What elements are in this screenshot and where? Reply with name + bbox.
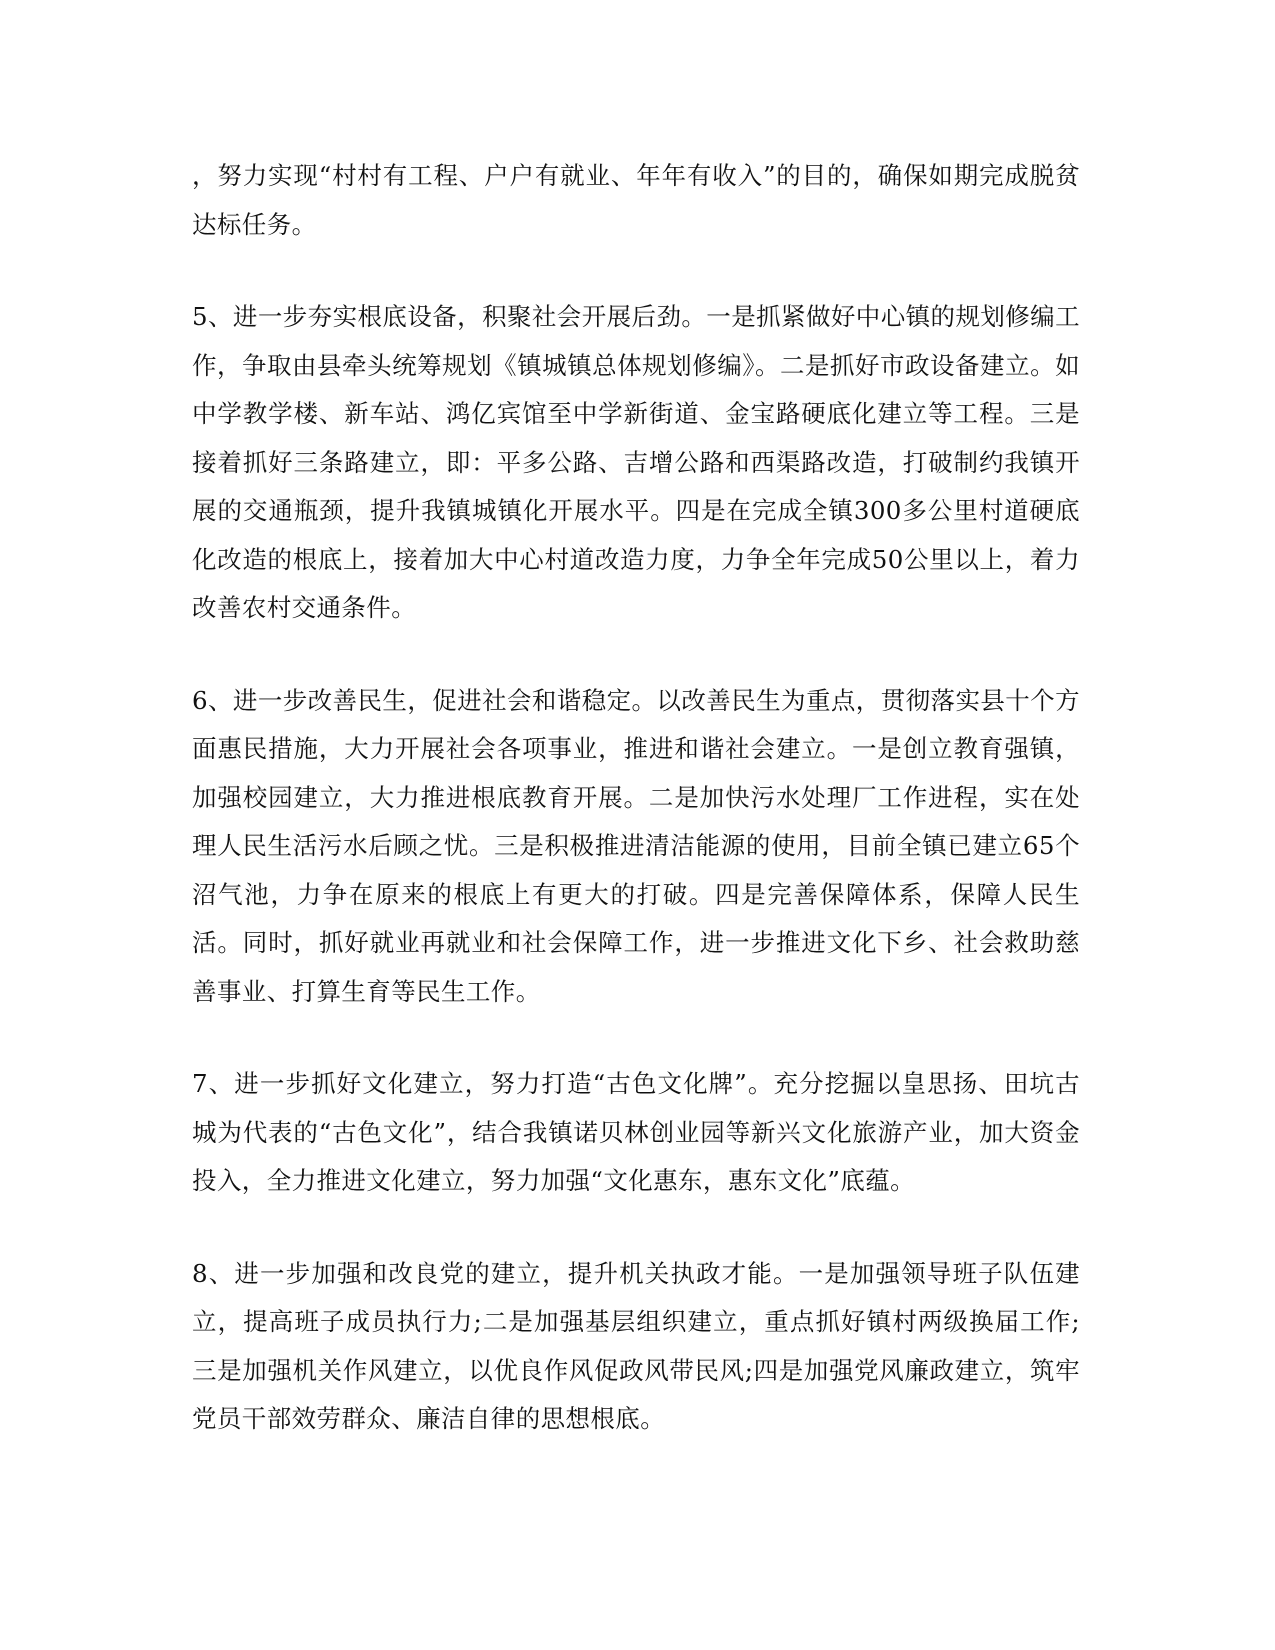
paragraph-item-8: 8、进一步加强和改良党的建立，提升机关执政才能。一是加强领导班子队伍建立，提高班子成员执行力;二是加强基层组织建立，重点抓好镇村两级换届工作;三是加强机关作风建立，以优良作风促政风带民风;四是加强党风廉政建立，筑牢党员干部效劳群众、廉洁自律的思想根底。 <box>192 1258 1080 1433</box>
paragraph-item-7: 7、进一步抓好文化建立，努力打造“古色文化牌”。充分挖掘以皇思扬、田坑古城为代表的“古色文化”，结合我镇诺贝林创业园等新兴文化旅游产业，加大资金投入，全力推进文化建立，努力加强“文化惠东，惠东文化”底蕴。 <box>192 1069 1080 1195</box>
paragraph-item-6: 6、进一步改善民生，促进社会和谐稳定。以改善民生为重点，贯彻落实县十个方面惠民措施，大力开展社会各项事业，推进和谐社会建立。一是创立教育强镇，加强校园建立，大力推进根底教育开展。二是加快污水处理厂工作进程，实在处理人民生活污水后顾之忧。三是积极推进清洁能源的使用，目前全镇已建立65个沼气池，力争在原来的根底上有更大的打破。四是完善保障体系，保障人民生活。同时，抓好就业再就业和社会保障工作，进一步推进文化下乡、社会救助慈善事业、打算生育等民生工作。 <box>192 685 1080 1006</box>
document-body <box>192 152 1080 1488</box>
paragraph-continuation: ，努力实现“村村有工程、户户有就业、年年有收入”的目的，确保如期完成脱贫达标任务。 <box>192 161 1080 239</box>
paragraph-item-5: 5、进一步夯实根底设备，积聚社会开展后劲。一是抓紧做好中心镇的规划修编工作，争取由县牵头统筹规划《镇城镇总体规划修编》。二是抓好市政设备建立。如中学教学楼、新车站、鸿亿宾馆至中学新街道、金宝路硬底化建立等工程。三是接着抓好三条路建立，即：平多公路、吉增公路和西渠路改造，打破制约我镇开展的交通瓶颈，提升我镇城镇化开展水平。四是在完成全镇300多公里村道硬底化改造的根底上，接着加大中心村道改造力度，力争全年完成50公里以上，着力改善农村交通条件。 <box>192 302 1080 622</box>
